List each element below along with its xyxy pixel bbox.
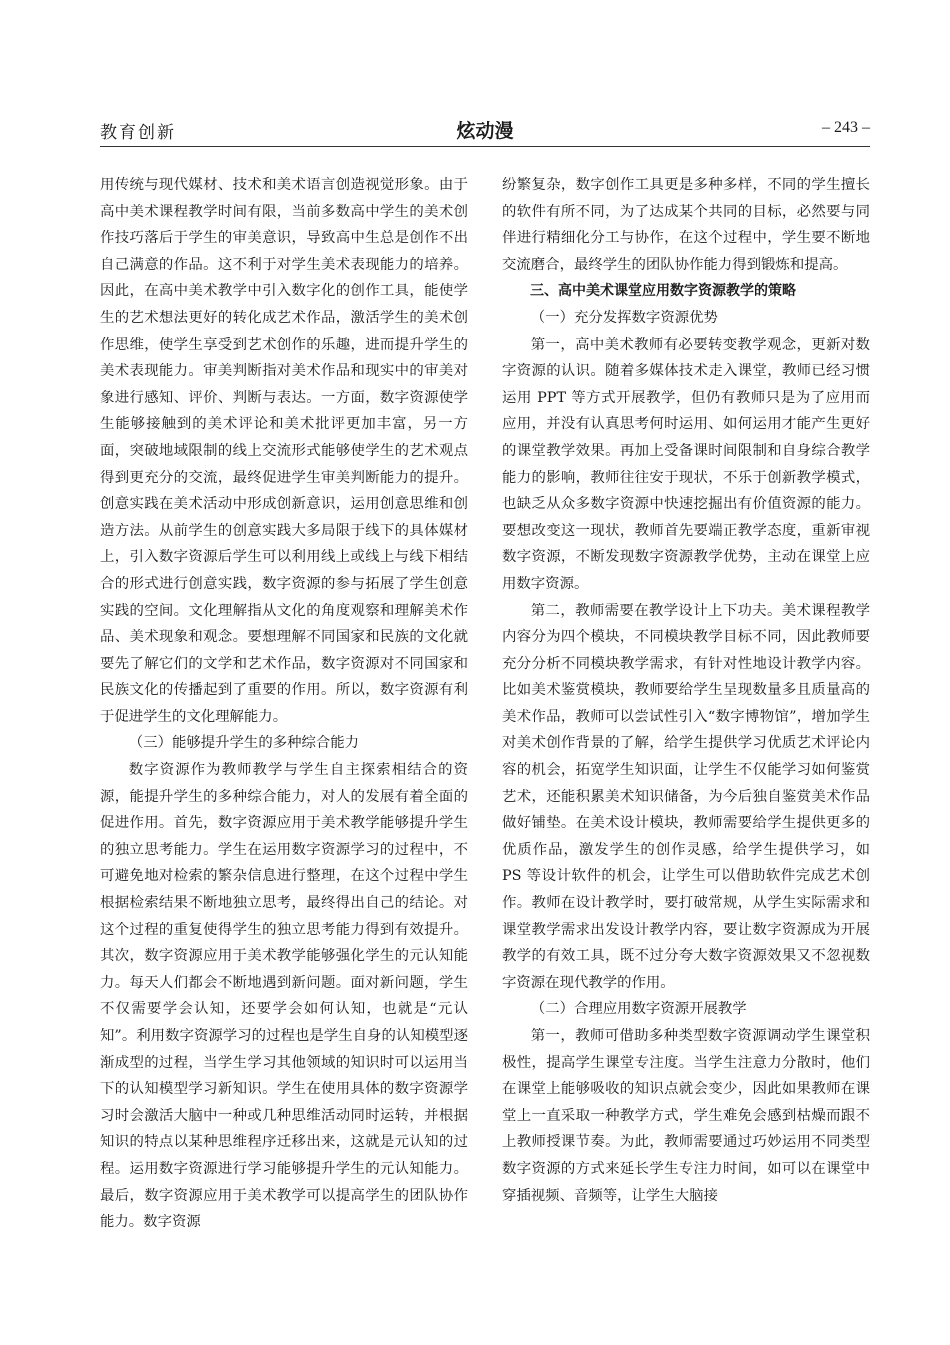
- section-heading: 三、高中美术课堂应用数字资源教学的策略: [530, 283, 796, 300]
- paragraph: 纷繁复杂，数字创作工具更是多种多样，不同的学生擅长的软件有所不同，为了达成某个共同的目标，必然要与同伴进行精细化分工与协作，在这个过程中，学生要不断地交流磨合，最终学生的团队协作能力得到锻炼和提高。: [502, 177, 870, 273]
- right-column: [502, 172, 870, 1209]
- paragraph: 用传统与现代媒材、技术和美术语言创造视觉形象。由于高中美术课程教学时间有限，当前多数高中学生的美术创作技巧落后于学生的审美意识，导致高中生总是创作不出自己满意的作品。这不利于对学生美术表现能力的培养。因此，在高中美术教学中引入数字化的创作工具，能使学生的艺术想法更好的转化成艺术作品，激活学生的美术创作思维，使学生享受到艺术创作的乐趣，进而提升学生的美术表现能力。审美判断指对美术作品和现实中的审美对象进行感知、评价、判断与表达。一方面，数字资源使学生能够接触到的美术评论和美术批评更加丰富，另一方面，突破地域限制的线上交流形式能够使学生的艺术观点得到更充分的交流，最终促进学生审美判断能力的提升。创意实践在美术活动中形成创新意识，运用创意思维和创造方法。从前学生的创意实践大多局限于线下的具体媒材上，引入数字资源后学生可以利用线上或线上与线下相结合的形式进行创意实践，数字资源的参与拓展了学生创意实践的空间。文化理解指从文化的角度观察和理解美术作品、美术现象和观念。要想理解不同国家和民族的文化就要先了解它们的文学和艺术作品，数字资源对不同国家和民族文化的传播起到了重要的作用。所以，数字资源有利于促进学生的文化理解能力。: [100, 177, 468, 725]
- subsection-heading: （二）合理应用数字资源开展教学: [530, 1001, 747, 1018]
- subsection-heading: （三）能够提升学生的多种综合能力: [128, 735, 360, 752]
- left-column: [100, 172, 468, 1236]
- magazine-title: 炫动漫: [456, 120, 514, 142]
- page-header: [100, 116, 870, 148]
- paragraph: 第二，教师需要在教学设计上下功夫。美术课程教学内容分为四个模块，不同模块教学目标不同，因此教师要充分分析不同模块教学需求，有针对性地设计教学内容。比如美术鉴赏模块，教师要给学生呈现数量多且质量高的美术作品，教师可以尝试性引入“数字博物馆”，增加学生对美术创作背景的了解，给学生提供学习优质艺术评论内容的机会，拓宽学生知识面，让学生不仅能学习如何鉴赏艺术，还能积累美术知识储备，为今后独自鉴赏美术作品做好铺垫。在美术设计模块，教师需要给学生提供更多的优质作品，激发学生的创作灵感，给学生提供学习，如 PS 等设计软件的机会，让学生可以借助软件完成艺术创作。教师在设计教学时，要打破常规，从学生实际需求和课堂教学需求出发设计教学内容，要让数字资源成为开展教学的有效工具，既不过分夸大数字资源效果又不忽视数字资源在现代教学的作用。: [502, 602, 870, 991]
- page-number: – 243 –: [822, 119, 870, 136]
- paragraph: 数字资源作为教师教学与学生自主探索相结合的资源，能提升学生的多种综合能力，对人的发展有着全面的促进作用。首先，数字资源应用于美术教学能够提升学生的独立思考能力。学生在运用数字资源学习的过程中，不可避免地对检索的繁杂信息进行整理，在这个过程中学生根据检索结果不断地独立思考，最终得出自己的结论。对这个过程的重复使得学生的独立思考能力得到有效提升。其次，数字资源应用于美术教学能够强化学生的元认知能力。每天人们都会不断地遇到新问题。面对新问题，学生不仅需要学会认知，还要学会如何认知，也就是“元认知”。利用数字资源学习的过程也是学生自身的认知模型逐渐成型的过程，当学生学习其他领域的知识时可以运用当下的认知模型学习新知识。学生在使用具体的数字资源学习时会激活大脑中一种或几种思维活动同时运转，并根据知识的特点以某种思维程序迁移出来，这就是元认知的过程。运用数字资源进行学习能够提升学生的元认知能力。最后，数字资源应用于美术教学可以提高学生的团队协作能力。数字资源: [100, 762, 468, 1231]
- header-rule: [100, 146, 870, 147]
- paragraph: 第一，高中美术教师有必要转变教学观念，更新对数字资源的认识。随着多媒体技术走入课堂，教师已经习惯运用 PPT 等方式开展教学，但仍有教师只是为了应用而应用，并没有认真思考何时运用、如何运用才能产生更好的课堂教学效果。再加上受备课时间限制和自身综合教学能力的影响，教师往往安于现状，不乐于创新教学模式，也缺乏从众多数字资源中快速挖掘出有价值资源的能力。要想改变这一现状，教师首先要端正教学态度，重新审视数字资源，不断发现数字资源教学优势，主动在课堂上应用数字资源。: [502, 336, 870, 592]
- paragraph: 第一，教师可借助多种类型数字资源调动学生课堂积极性，提高学生课堂专注度。当学生注意力分散时，他们在课堂上能够吸收的知识点就会变少，因此如果教师在课堂上一直采取一种教学方式，学生难免会感到枯燥而跟不上教师授课节奏。为此，教师需要通过巧妙运用不同类型数字资源的方式来延长学生专注力时间，如可以在课堂中穿插视频、音频等，让学生大脑接: [502, 1028, 870, 1204]
- subsection-heading: （一）充分发挥数字资源优势: [530, 309, 718, 326]
- journal-name: 教育创新: [100, 123, 176, 143]
